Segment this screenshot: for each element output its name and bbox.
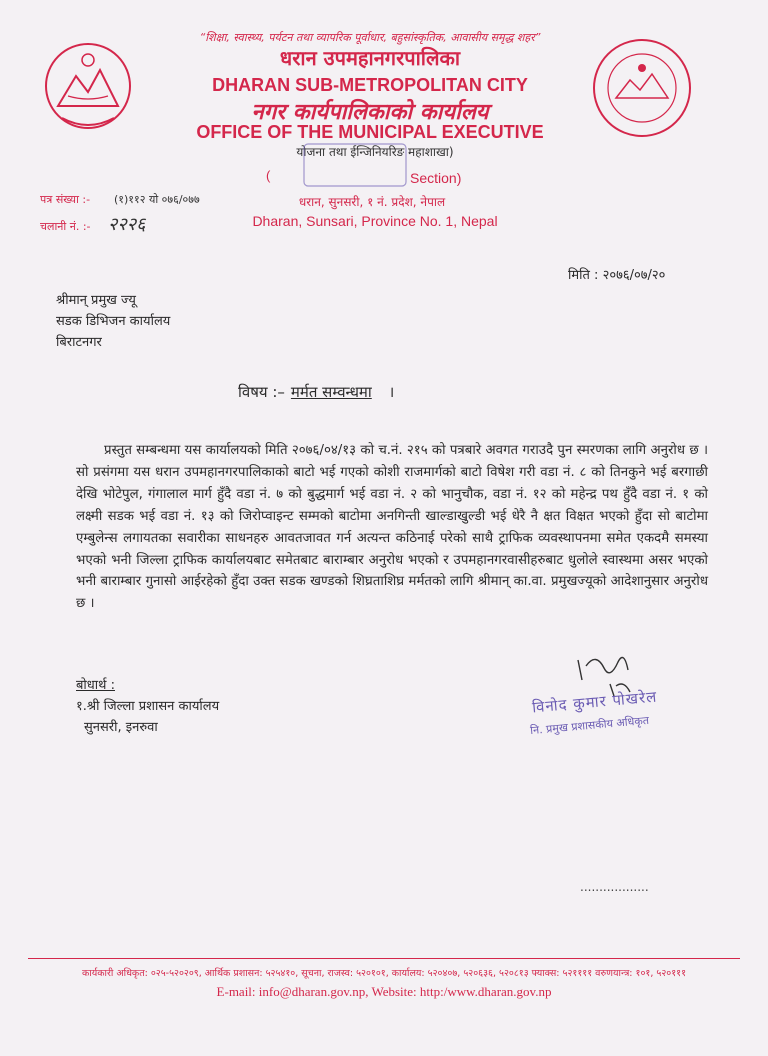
recipient-line: श्रीमान् प्रमुख ज्यू bbox=[56, 293, 136, 308]
footer-divider bbox=[28, 958, 740, 959]
municipality-name-en: DHARAN SUB-METROPOLITAN CITY bbox=[212, 75, 528, 95]
recipient-line: बिराटनगर bbox=[56, 335, 102, 350]
section-name-np: योजना तथा ईन्जिनियरिङ महाशाखा) bbox=[296, 145, 454, 159]
section-label: Section) bbox=[410, 170, 462, 186]
cc-block bbox=[76, 675, 219, 738]
letter-body: प्रस्तुत सम्बन्धमा यस कार्यालयको मिति २०७६/०४/१३ को च.नं. २१५ को पत्रबारे अवगत गराउदै पुन स्मरणका लागि अनुरोध छ । सो प्रसंगमा यस धरान उपमहानगरपालिकाको बाटो भई गएको कोशी राजमार्गको बाटो विषेश गरी वडा नं. ८ को तिनकुने भई बरगाछी देखि भोटेपुल, गंगालाल मार्ग हुँदै वडा नं. ७ को बुद्धमार्ग भई वडा नं. २ को भानुचौक, वडा नं. १२ को महेन्द्र पथ हुँदै वडा नं. १ को लक्ष्मी सडक भई वडा नं. १३ को जिरोप्वाइन्ट सम्मको बाटोमा अनगिन्ती खाल्डाखुल्डी भई धेरै नै क्षत विक्षत भएको हुँदा सो बाटोमा एम्बुलेन्स लगायतका सवारीका साधनहरु आवतजावत गर्न अत्यन्त कठिनाई परेको साथै ट्राफिक व्यवस्थापनमा समेत एकदमै समस्या भएको भनी जिल्ला ट्राफिक कार्यालयबाट समेतबाट बाराम्बार अनुरोध भएको र उपमहानगरवासीहरुबाट धुलोले स्वास्थमा असर भएको भनी बाराम्बार गुनासो आईरहेको हुँदा उक्त सडक खण्डको शिघ्रताशिघ्र मर्मतको लागि श्रीमान् का.वा. प्रमुखज्यूको आदेशानुसार अनुरोध छ । bbox=[76, 443, 708, 612]
footer-email-website: E-mail: info@dharan.gov.np, Website: http:/www.dharan.gov.np bbox=[216, 984, 552, 999]
recipient-line: सडक डिभिजन कार्यालय bbox=[56, 314, 171, 329]
cc-line: १.श्री जिल्ला प्रशासन कार्यालय bbox=[76, 699, 220, 714]
subject-value: मर्मत सम्वन्धमा bbox=[290, 383, 372, 401]
office-name-np: नगर कार्यपालिकाको कार्यालय bbox=[251, 100, 489, 125]
subject-line bbox=[238, 382, 394, 402]
dotted-line: .................. bbox=[580, 880, 649, 894]
cc-label: बोधार्थ : bbox=[76, 678, 115, 693]
section-open-paren: ( bbox=[266, 168, 271, 183]
office-name-en: OFFICE OF THE MUNICIPAL EXECUTIVE bbox=[196, 122, 544, 142]
received-stamp-icon bbox=[300, 140, 410, 190]
address-en: Dharan, Sunsari, Province No. 1, Nepal bbox=[252, 213, 498, 229]
signatory-name: विनोद कुमार पोखरेल bbox=[531, 687, 658, 717]
signatory-title: नि. प्रमुख प्रशासकीय अधिकृत bbox=[529, 713, 650, 738]
address-np: धरान, सुनसरी, १ नं. प्रदेश, नेपाल bbox=[298, 195, 446, 209]
motto: “शिक्षा, स्वास्थ्य, पर्यटन तथा व्यापरिक पूर्वाधार, बहुसांस्कृतिक, आवासीय समृद्ध शहर” bbox=[199, 31, 541, 44]
chalani-value: २२२६ bbox=[108, 214, 146, 235]
letter-date: मिति : २०७६/०७/२० bbox=[568, 268, 666, 283]
municipality-seal-icon bbox=[590, 36, 694, 140]
subject-end: । bbox=[388, 383, 395, 401]
cc-line: सुनसरी, इनरुवा bbox=[84, 720, 158, 735]
nepal-emblem-icon bbox=[42, 36, 134, 136]
patra-sankhya-value: (१)११२ यो ०७६/०७७ bbox=[114, 193, 200, 206]
subject-label: विषय :– bbox=[238, 383, 285, 401]
patra-sankhya-label: पत्र संख्या :- bbox=[40, 193, 91, 206]
municipality-name-np: धरान उपमहानगरपालिका bbox=[279, 46, 461, 70]
chalani-label: चलानी नं. :- bbox=[40, 220, 91, 233]
recipient-block bbox=[56, 290, 170, 353]
footer-contacts: कार्यकारी अधिकृत: ०२५-५२०२०९, आर्थिक प्रशासन: ५२५४१०, सूचना, राजस्व: ५२०१०१, कार्यालय: ५२०४०७, ५२०६३६, ५२०८१३ फ्याक्स: ५२११११ वरुणयान्त्र: १०१, ५२०१११ bbox=[81, 968, 687, 979]
